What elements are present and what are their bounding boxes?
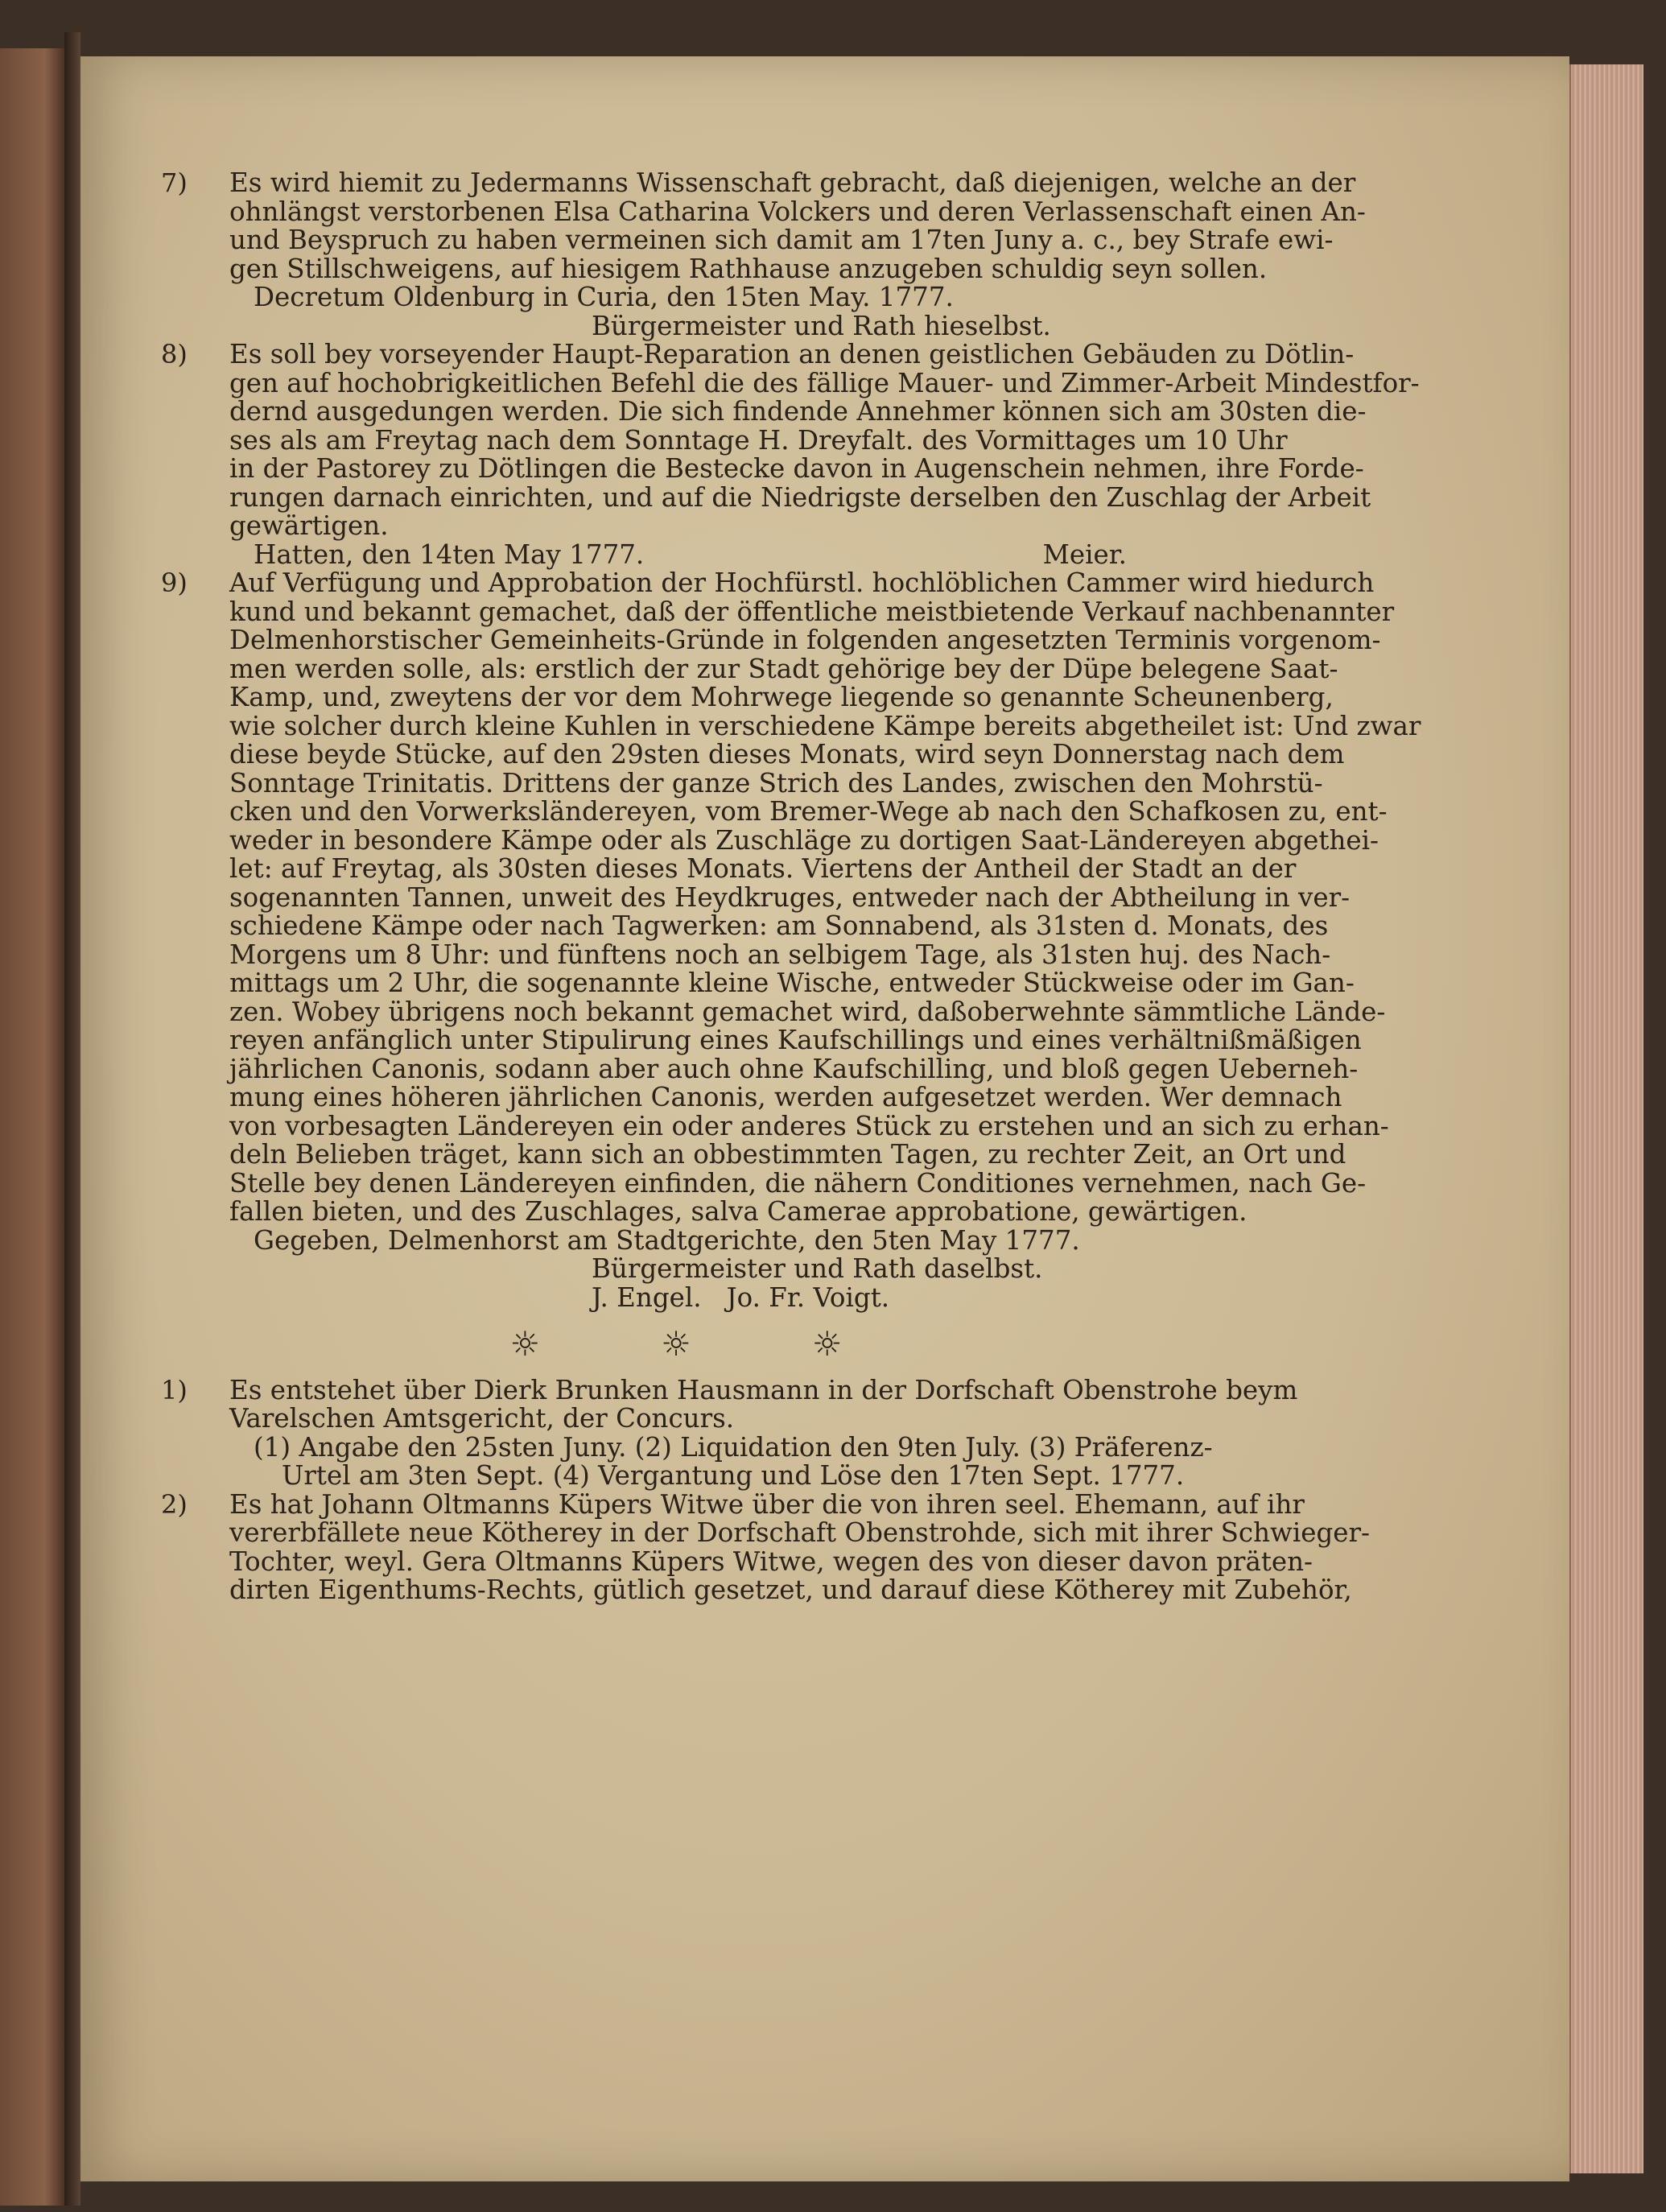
text-line: wie solcher durch kleine Kuhlen in verschiedene Kämpe bereits abgetheilet ist: Und zwar xyxy=(229,710,1421,741)
text-line: kund und bekannt gemachet, daß der öffentliche meistbietende Verkauf nachbenannter xyxy=(229,596,1395,627)
left-page-edge xyxy=(0,48,64,2206)
dateline: Hatten, den 14ten May 1777. xyxy=(254,539,645,570)
text-line: in der Pastorey zu Dötlingen die Bestecke davon in Augenschein nehmen, ihre Forde- xyxy=(229,453,1364,484)
ornament-divider xyxy=(354,1324,998,1364)
text-line: gen Stillschweigens, auf hiesigem Rathhause anzugeben schuldig seyn sollen. xyxy=(229,253,1268,284)
text-line: dernd ausgedungen werden. Die sich findende Annehmer können sich am 30sten die- xyxy=(229,396,1367,427)
text-line: gewärtigen. xyxy=(229,510,389,541)
text-line: jährlichen Canonis, sodann aber auch ohne Kaufschilling, und bloß gegen Ueberneh- xyxy=(229,1053,1359,1084)
notice-number: 9) xyxy=(161,567,188,598)
text-line: fallen bieten, und des Zuschlages, salva Camerae approbatione, gewärtigen. xyxy=(229,1196,1247,1227)
notice-7 xyxy=(145,167,1366,341)
text-line: men werden solle, als: erstlich der zur Stadt gehörige bey der Düpe belegene Saat- xyxy=(229,653,1338,684)
notice-9 xyxy=(145,567,1421,1313)
signature: Bürgermeister und Rath daselbst. xyxy=(592,1253,1043,1284)
notice-number: 8) xyxy=(161,339,188,369)
text-line: Morgens um 8 Uhr: und fünftens noch an selbigem Tage, als 31sten huj. des Nach- xyxy=(229,939,1331,970)
text-line: Kamp, und, zweytens der vor dem Mohrwege liegende so genannte Scheunenberg, xyxy=(229,682,1334,712)
notice-number: 1) xyxy=(161,1374,188,1405)
text-line: Auf Verfügung und Approbation der Hochfürstl. hochlöblichen Cammer wird hiedurch xyxy=(229,567,1375,598)
text-line: Es hat Johann Oltmanns Küpers Witwe über die von ihren seel. Ehemann, auf ihr xyxy=(229,1488,1305,1520)
text-line: reyen anfänglich unter Stipulirung eines Kaufschillings und eines verhältnißmäßigen xyxy=(229,1025,1362,1055)
text-line: Delmenhorstischer Gemeinheits-Gründe in folgenden angesetzten Terminis vorgenom- xyxy=(229,625,1381,655)
text-line: Es wird hiemit zu Jedermanns Wissenschaft gebracht, daß diejenigen, welche an der xyxy=(229,167,1356,198)
text-line: schiedene Kämpe oder nach Tagwerken: am Sonnabend, als 31sten d. Monats, des xyxy=(229,910,1329,941)
page-text xyxy=(145,167,1421,1605)
signature-names: J. Engel. Jo. Fr. Voigt. xyxy=(592,1281,890,1313)
text-line: cken und den Vorwerksländereyen, vom Bremer-Wege ab nach den Schafkosen zu, ent- xyxy=(229,796,1388,827)
text-line: Urtel am 3ten Sept. (4) Vergantung und Löse den 17ten Sept. 1777. xyxy=(282,1460,1185,1491)
text-line: vererbfällete neue Kötherey in der Dorfschaft Obenstrohde, sich mit ihrer Schwieger- xyxy=(229,1517,1371,1548)
text-line: mittags um 2 Uhr, die sogenannte kleine Wische, entweder Stückweise oder im Gan- xyxy=(229,968,1355,998)
sun-ornament-icon: ☼ xyxy=(811,1324,843,1364)
dateline: Decretum Oldenburg in Curia, den 15ten May. 1777. xyxy=(254,282,954,312)
concurs-2 xyxy=(145,1488,1371,1605)
text-line: Varelschen Amtsgericht, der Concurs. xyxy=(229,1403,735,1434)
text-line: dirten Eigenthums-Rechts, gütlich gesetzet, und darauf diese Kötherey mit Zubehör, xyxy=(229,1574,1352,1605)
text-line: gen auf hochobrigkeitlichen Befehl die des fällige Mauer- und Zimmer-Arbeit Mindestfor- xyxy=(229,367,1420,398)
signature: Meier. xyxy=(1042,539,1127,570)
text-line: von vorbesagten Ländereyen ein oder anderes Stück zu erstehen und an sich zu erhan- xyxy=(229,1110,1389,1141)
dateline-row xyxy=(229,541,1352,570)
text-line: Sonntage Trinitatis. Drittens der ganze Strich des Landes, zwischen den Mohrstü- xyxy=(229,767,1323,799)
text-line: ses als am Freytag nach dem Sonntage H. Dreyfalt. des Vormittages um 10 Uhr xyxy=(229,424,1288,456)
text-line: diese beyde Stücke, auf den 29sten dieses Monats, wird seyn Donnerstag nach dem xyxy=(229,739,1345,770)
notice-number: 2) xyxy=(161,1488,188,1520)
signature: Bürgermeister und Rath hieselbst. xyxy=(592,310,1051,341)
dateline: Gegeben, Delmenhorst am Stadtgerichte, den 5ten May 1777. xyxy=(254,1224,1080,1256)
sun-ornament-icon: ☼ xyxy=(509,1324,541,1364)
text-line: weder in besondere Kämpe oder als Zuschläge zu dortigen Saat-Ländereyen abgethei- xyxy=(229,824,1379,856)
text-line: Tochter, weyl. Gera Oltmanns Küpers Witwe, wegen des von dieser davon präten- xyxy=(229,1546,1313,1577)
text-line: sogenannten Tannen, unweit des Heydkruges, entweder nach der Abtheilung in ver- xyxy=(229,881,1351,913)
book-gutter xyxy=(64,32,80,2206)
notice-number: 7) xyxy=(161,167,188,198)
text-line: Stelle bey denen Ländereyen einfinden, die nähern Conditiones vernehmen, nach Ge- xyxy=(229,1167,1367,1199)
text-line: let: auf Freytag, als 30sten dieses Monats. Viertens der Antheil der Stadt an der xyxy=(229,853,1297,884)
notice-8 xyxy=(145,339,1420,570)
text-line: zen. Wobey übrigens noch bekannt gemachet wird, daßoberwehnte sämmtliche Lände- xyxy=(229,996,1386,1027)
text-line: und Beyspruch zu haben vermeinen sich damit am 17ten Juny a. c., bey Strafe ewi- xyxy=(229,225,1334,255)
sun-ornament-icon: ☼ xyxy=(661,1324,691,1364)
page-stack-edge xyxy=(1569,64,1643,2173)
text-line: rungen darnach einrichten, und auf die Niedrigste derselben den Zuschlag der Arbeit xyxy=(229,481,1371,513)
text-line: (1) Angabe den 25sten Juny. (2) Liquidation den 9ten July. (3) Präferenz- xyxy=(254,1431,1213,1463)
text-line: Es soll bey vorseyender Haupt-Reparation an denen geistlichen Gebäuden zu Dötlin- xyxy=(229,339,1355,369)
text-line: mung eines höheren jährlichen Canonis, werden aufgesetzet werden. Wer demnach xyxy=(229,1082,1342,1112)
text-line: Es entstehet über Dierk Brunken Hausmann in der Dorfschaft Obenstrohe beym xyxy=(229,1374,1298,1405)
text-line: ohnlängst verstorbenen Elsa Catharina Volckers und deren Verlassenschaft einen An- xyxy=(229,196,1366,227)
concurs-1 xyxy=(145,1376,1352,1491)
text-line: deln Belieben träget, kann sich an obbestimmten Tagen, zu rechter Zeit, an Ort und xyxy=(229,1139,1346,1170)
